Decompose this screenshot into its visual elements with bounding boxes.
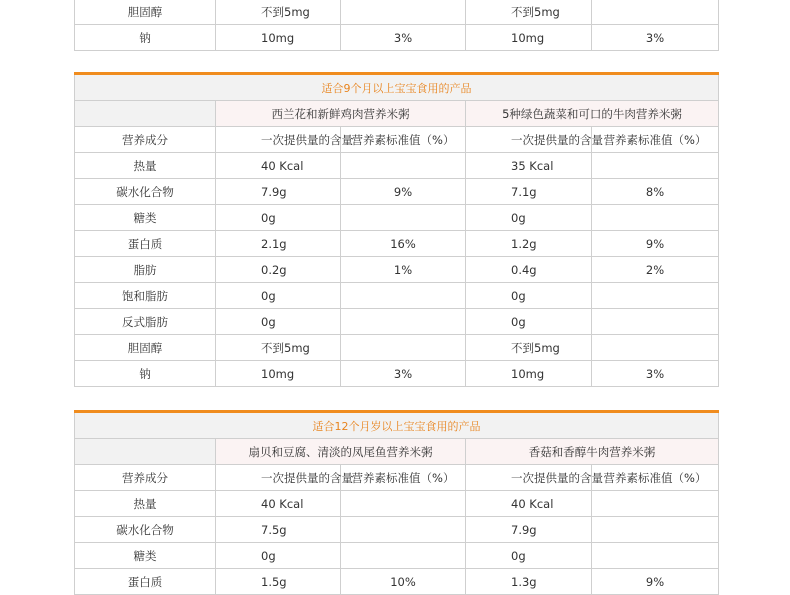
amount-product-2: 0.4g bbox=[466, 257, 592, 283]
product-row bbox=[75, 101, 719, 127]
amount-product-1: 40 Kcal bbox=[216, 491, 341, 517]
amount-product-1: 0g bbox=[216, 543, 341, 569]
table-row bbox=[75, 309, 719, 335]
table-row bbox=[75, 153, 719, 179]
daily-value-product-1 bbox=[341, 491, 466, 517]
nutrient-name: 蛋白质 bbox=[75, 569, 216, 595]
amount-product-2: 7.9g bbox=[466, 517, 592, 543]
daily-value-product-1 bbox=[341, 335, 466, 361]
product-name-1: 扇贝和豆腐、清淡的凤尾鱼营养米粥 bbox=[216, 439, 466, 465]
amount-product-1: 0.2g bbox=[216, 257, 341, 283]
daily-value-product-2 bbox=[592, 205, 719, 231]
amount-product-1: 1.5g bbox=[216, 569, 341, 595]
product-name-1: 西兰花和新鲜鸡肉营养米粥 bbox=[216, 101, 466, 127]
table-title-row bbox=[75, 74, 719, 101]
daily-value-product-1: 3% bbox=[341, 361, 466, 387]
header-dv-1: 营养素标准值（%） bbox=[341, 127, 466, 153]
daily-value-product-1 bbox=[341, 309, 466, 335]
header-nutrient: 营养成分 bbox=[75, 465, 216, 491]
table-row bbox=[75, 231, 719, 257]
amount-product-1: 10mg bbox=[216, 25, 341, 51]
daily-value-product-2 bbox=[592, 309, 719, 335]
header-dv-2: 营养素标准值（%） bbox=[592, 465, 719, 491]
amount-product-2: 7.1g bbox=[466, 179, 592, 205]
daily-value-product-1 bbox=[341, 0, 466, 25]
daily-value-product-2: 3% bbox=[592, 25, 719, 51]
nutrient-name: 胆固醇 bbox=[75, 0, 216, 25]
nutrient-name: 钠 bbox=[75, 361, 216, 387]
nutrient-name: 碳水化合物 bbox=[75, 517, 216, 543]
daily-value-product-1 bbox=[341, 517, 466, 543]
blank-cell bbox=[75, 439, 216, 465]
blank-cell bbox=[75, 101, 216, 127]
nutrient-name: 反式脂肪 bbox=[75, 309, 216, 335]
table-row bbox=[75, 569, 719, 595]
nutrition-table-9-months bbox=[74, 72, 719, 387]
amount-product-2: 0g bbox=[466, 205, 592, 231]
header-amount-2: 一次提供量的含量 bbox=[466, 127, 592, 153]
table-row bbox=[75, 491, 719, 517]
daily-value-product-2: 2% bbox=[592, 257, 719, 283]
daily-value-product-2 bbox=[592, 335, 719, 361]
nutrient-name: 饱和脂肪 bbox=[75, 283, 216, 309]
table-title: 适合9个月以上宝宝食用的产品 bbox=[75, 74, 719, 101]
daily-value-product-1: 3% bbox=[341, 25, 466, 51]
table-row bbox=[75, 25, 719, 51]
amount-product-1: 不到5mg bbox=[216, 335, 341, 361]
table-row bbox=[75, 543, 719, 569]
header-nutrient: 营养成分 bbox=[75, 127, 216, 153]
header-amount-2: 一次提供量的含量 bbox=[466, 465, 592, 491]
amount-product-1: 2.1g bbox=[216, 231, 341, 257]
amount-product-2: 35 Kcal bbox=[466, 153, 592, 179]
amount-product-1: 不到5mg bbox=[216, 0, 341, 25]
table-row bbox=[75, 257, 719, 283]
nutrition-table-12-months bbox=[74, 410, 719, 595]
daily-value-product-2 bbox=[592, 491, 719, 517]
nutrient-name: 热量 bbox=[75, 491, 216, 517]
amount-product-1: 40 Kcal bbox=[216, 153, 341, 179]
header-dv-2: 营养素标准值（%） bbox=[592, 127, 719, 153]
amount-product-2: 不到5mg bbox=[466, 0, 592, 25]
daily-value-product-2 bbox=[592, 517, 719, 543]
nutrient-name: 脂肪 bbox=[75, 257, 216, 283]
nutrient-name: 钠 bbox=[75, 25, 216, 51]
daily-value-product-1 bbox=[341, 543, 466, 569]
nutrient-name: 糖类 bbox=[75, 205, 216, 231]
table-row bbox=[75, 283, 719, 309]
daily-value-product-2 bbox=[592, 543, 719, 569]
table-title: 适合12个月岁以上宝宝食用的产品 bbox=[75, 412, 719, 439]
product-row bbox=[75, 439, 719, 465]
amount-product-2: 0g bbox=[466, 309, 592, 335]
daily-value-product-2: 9% bbox=[592, 569, 719, 595]
amount-product-2: 10mg bbox=[466, 25, 592, 51]
amount-product-2: 不到5mg bbox=[466, 335, 592, 361]
table-title-row bbox=[75, 412, 719, 439]
amount-product-2: 40 Kcal bbox=[466, 491, 592, 517]
header-amount-1: 一次提供量的含量 bbox=[216, 465, 341, 491]
daily-value-product-2 bbox=[592, 283, 719, 309]
daily-value-product-2 bbox=[592, 0, 719, 25]
daily-value-product-1 bbox=[341, 283, 466, 309]
amount-product-1: 0g bbox=[216, 309, 341, 335]
amount-product-1: 0g bbox=[216, 283, 341, 309]
daily-value-product-1: 10% bbox=[341, 569, 466, 595]
daily-value-product-1 bbox=[341, 153, 466, 179]
daily-value-product-2 bbox=[592, 153, 719, 179]
table-header-row bbox=[75, 127, 719, 153]
amount-product-2: 0g bbox=[466, 543, 592, 569]
amount-product-2: 10mg bbox=[466, 361, 592, 387]
table-row bbox=[75, 205, 719, 231]
daily-value-product-2: 9% bbox=[592, 231, 719, 257]
product-name-2: 5种绿色蔬菜和可口的牛肉营养米粥 bbox=[466, 101, 719, 127]
amount-product-2: 1.3g bbox=[466, 569, 592, 595]
nutrient-name: 糖类 bbox=[75, 543, 216, 569]
amount-product-1: 7.9g bbox=[216, 179, 341, 205]
nutrient-name: 热量 bbox=[75, 153, 216, 179]
daily-value-product-1: 1% bbox=[341, 257, 466, 283]
amount-product-1: 7.5g bbox=[216, 517, 341, 543]
nutrition-table-continued bbox=[74, 0, 719, 51]
table-row bbox=[75, 0, 719, 25]
table-row bbox=[75, 179, 719, 205]
table-row bbox=[75, 517, 719, 543]
nutrient-name: 胆固醇 bbox=[75, 335, 216, 361]
table-row bbox=[75, 361, 719, 387]
amount-product-2: 1.2g bbox=[466, 231, 592, 257]
amount-product-1: 10mg bbox=[216, 361, 341, 387]
table-header-row bbox=[75, 465, 719, 491]
daily-value-product-2: 8% bbox=[592, 179, 719, 205]
amount-product-1: 0g bbox=[216, 205, 341, 231]
daily-value-product-2: 3% bbox=[592, 361, 719, 387]
daily-value-product-1 bbox=[341, 205, 466, 231]
header-amount-1: 一次提供量的含量 bbox=[216, 127, 341, 153]
nutrient-name: 蛋白质 bbox=[75, 231, 216, 257]
amount-product-2: 0g bbox=[466, 283, 592, 309]
header-dv-1: 营养素标准值（%） bbox=[341, 465, 466, 491]
product-name-2: 香菇和香醇牛肉营养米粥 bbox=[466, 439, 719, 465]
daily-value-product-1: 16% bbox=[341, 231, 466, 257]
table-row bbox=[75, 335, 719, 361]
daily-value-product-1: 9% bbox=[341, 179, 466, 205]
nutrient-name: 碳水化合物 bbox=[75, 179, 216, 205]
